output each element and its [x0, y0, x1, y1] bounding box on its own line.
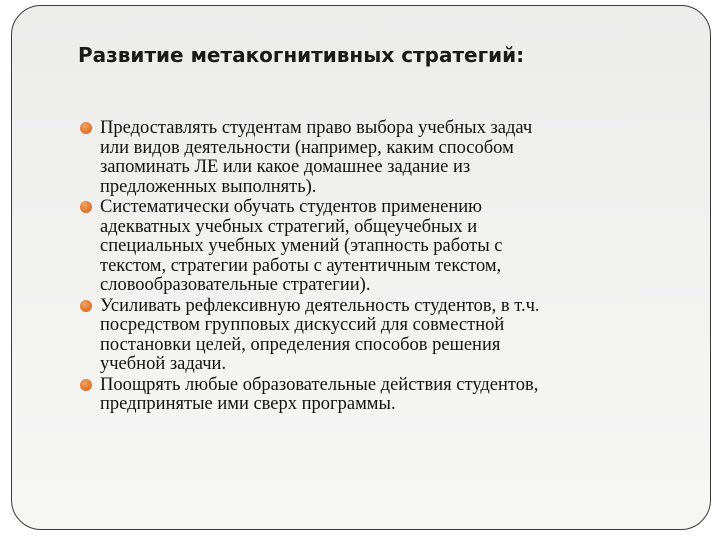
orange-dot-icon [80, 201, 92, 213]
bullet-line: учебной задачи. [100, 354, 227, 375]
bullet-line: адекватных учебных стратегий, общеучебных и [100, 216, 478, 237]
bullet-line: словообразовательные стратегии). [100, 275, 371, 296]
bullet-item [100, 198, 680, 296]
bullet-item [100, 119, 680, 197]
bullet-line: предпринятые ими сверх программы. [100, 394, 396, 415]
orange-dot-icon [80, 300, 92, 312]
bullet-line: специальных учебных умений (этапность работы с [100, 236, 503, 257]
orange-dot-icon [80, 122, 92, 134]
bullet-list [100, 119, 680, 415]
bullet-line: постановки целей, определения способов решения [100, 334, 501, 355]
slide-title: Развитие метакогнитивных стратегий: [78, 43, 525, 67]
bullet-line: Усиливать рефлексивную деятельность студентов, в т.ч. [100, 295, 540, 316]
bullet-line: Поощрять любые образовательные действия студентов, [100, 374, 539, 395]
bullet-line: посредством групповых дискуссий для совместной [100, 315, 505, 336]
bullet-line: Систематически обучать студентов применению [100, 196, 482, 217]
bullet-item [100, 376, 680, 415]
bullet-line: или видов деятельности (например, каким способом [100, 137, 514, 158]
bullet-line: запоминать ЛЕ или какое домашнее задание из [100, 157, 471, 178]
bullet-item [100, 297, 680, 375]
bullet-line: предложенных выполнять). [100, 176, 317, 197]
bullet-line: текстом, стратегии работы с аутентичным текстом, [100, 255, 502, 276]
bullet-line: Предоставлять студентам право выбора учебных задач [100, 118, 533, 138]
orange-dot-icon [80, 379, 92, 391]
